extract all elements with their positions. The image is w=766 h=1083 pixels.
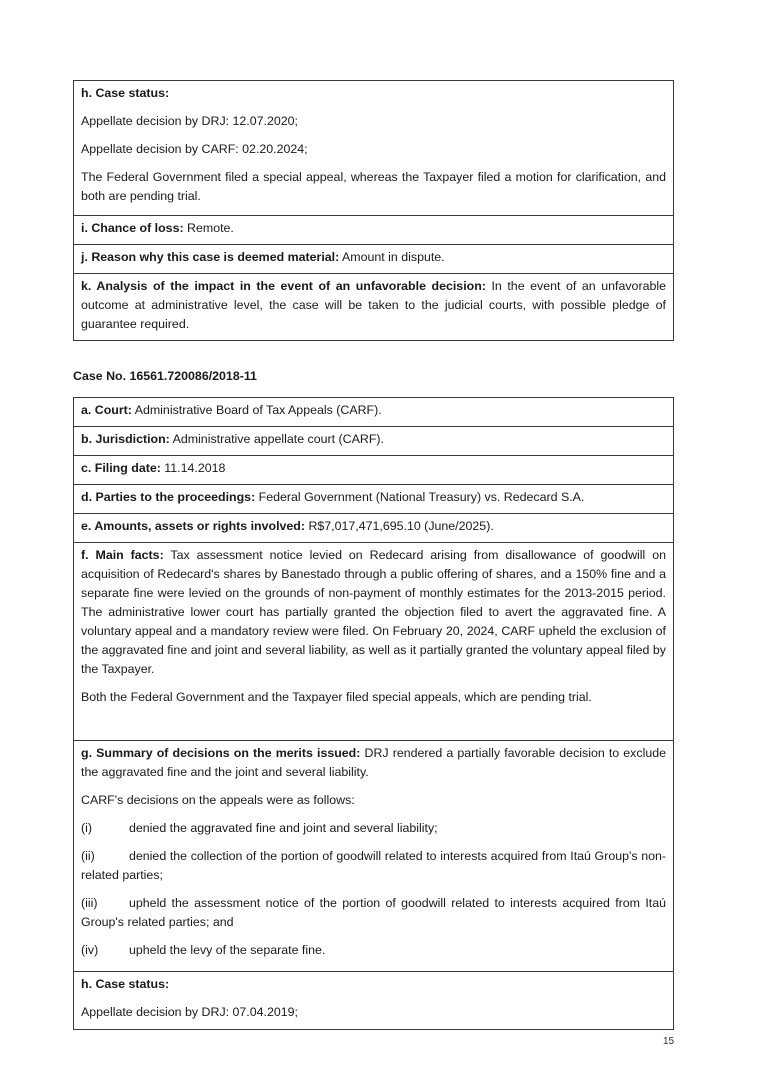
decision-item	[81, 894, 666, 932]
row-amounts	[74, 514, 673, 543]
item-number: (iii)	[81, 896, 98, 910]
row-label: d. Parties to the proceedings:	[81, 490, 256, 504]
decision-item	[81, 819, 666, 838]
status-line: The Federal Government filed a special appeal, whereas the Taxpayer filed a motion for clarification, and both are pending trial.	[81, 170, 666, 203]
status-line: Appellate decision by CARF: 02.20.2024;	[81, 142, 308, 156]
row-value: In the event of an unfavorable outcome at administrative level, the case will be taken to the judicial courts, with possible pledge of guarantee required.	[81, 279, 666, 331]
main-facts-extra: Both the Federal Government and the Taxpayer filed special appeals, which are pending trial.	[81, 690, 592, 704]
row-value: Administrative appellate court (CARF).	[169, 432, 384, 446]
row-filing-date	[74, 456, 673, 485]
previous-case-table	[73, 80, 674, 341]
row-impact-analysis	[74, 274, 673, 340]
item-number: (iv)	[81, 943, 99, 957]
row-label: a. Court:	[81, 403, 132, 417]
row-case-status	[74, 81, 673, 216]
row-value: R$7,017,471,695.10 (June/2025).	[305, 519, 494, 533]
row-value: Tax assessment notice levied on Redecard arising from disallowance of goodwill on acquisition of Redecard's shares by Banestado through a public offering of shares, and a 150% fine and a separate fine were levied on the grounds of non-payment of monthly estimates for the 2013-2015 period. The administrative lower court has partially granted the objection filed to avert the aggravated fine. A voluntary appeal and a mandatory review were filed. On February 20, 2024, CARF upheld the exclusion of the aggravated fine and joint and several liability, as well as it partially granted the voluntary appeal filed by the Taxpayer.	[81, 548, 666, 676]
row-court	[74, 398, 673, 427]
row-main-facts	[74, 543, 673, 741]
row-label: c. Filing date:	[81, 461, 161, 475]
decisions-intro: CARF's decisions on the appeals were as follows:	[81, 793, 355, 807]
row-label: h. Case status:	[81, 977, 170, 991]
row-value: 11.14.2018	[160, 461, 226, 475]
item-text: denied the aggravated fine and joint and several liability;	[129, 821, 438, 835]
item-text: denied the collection of the portion of goodwill related to interests acquired from Itaú Group's non-related parties;	[81, 849, 666, 882]
row-chance-of-loss	[74, 216, 673, 245]
decision-item	[81, 941, 666, 960]
row-label: k. Analysis of the impact in the event of an unfavorable decision:	[81, 279, 486, 293]
item-text: upheld the levy of the separate fine.	[129, 943, 326, 957]
row-summary-of-decisions	[74, 741, 673, 972]
page-number: 15	[663, 1036, 675, 1047]
row-label: i. Chance of loss:	[81, 221, 184, 235]
row-value: DRJ rendered a partially favorable decision to exclude the aggravated fine and the joint and several liability.	[81, 746, 666, 779]
row-jurisdiction	[74, 427, 673, 456]
status-line: Appellate decision by DRJ: 12.07.2020;	[81, 114, 298, 128]
row-parties	[74, 485, 673, 514]
case-title: Case No. 16561.720086/2018-11	[73, 369, 257, 383]
row-value: Remote.	[183, 221, 234, 235]
case-table	[73, 397, 674, 1030]
item-number: (i)	[81, 821, 93, 835]
decision-item	[81, 847, 666, 885]
item-text: upheld the assessment notice of the portion of goodwill related to interests acquired from Itaú Group's related parties; and	[81, 896, 666, 929]
row-value: Administrative Board of Tax Appeals (CARF).	[131, 403, 382, 417]
row-label: b. Jurisdiction:	[81, 432, 170, 446]
row-case-status	[74, 972, 673, 1029]
row-label: j. Reason why this case is deemed material:	[81, 250, 340, 264]
row-label: e. Amounts, assets or rights involved:	[81, 519, 305, 533]
row-value: Amount in dispute.	[339, 250, 445, 264]
row-label: f. Main facts:	[81, 548, 164, 562]
status-line: Appellate decision by DRJ: 07.04.2019;	[81, 1005, 298, 1019]
row-label: h. Case status:	[81, 86, 170, 100]
item-number: (ii)	[81, 849, 95, 863]
row-label: g. Summary of decisions on the merits issued:	[81, 746, 361, 760]
row-value: Federal Government (National Treasury) vs. Redecard S.A.	[255, 490, 585, 504]
row-materiality-reason	[74, 245, 673, 274]
